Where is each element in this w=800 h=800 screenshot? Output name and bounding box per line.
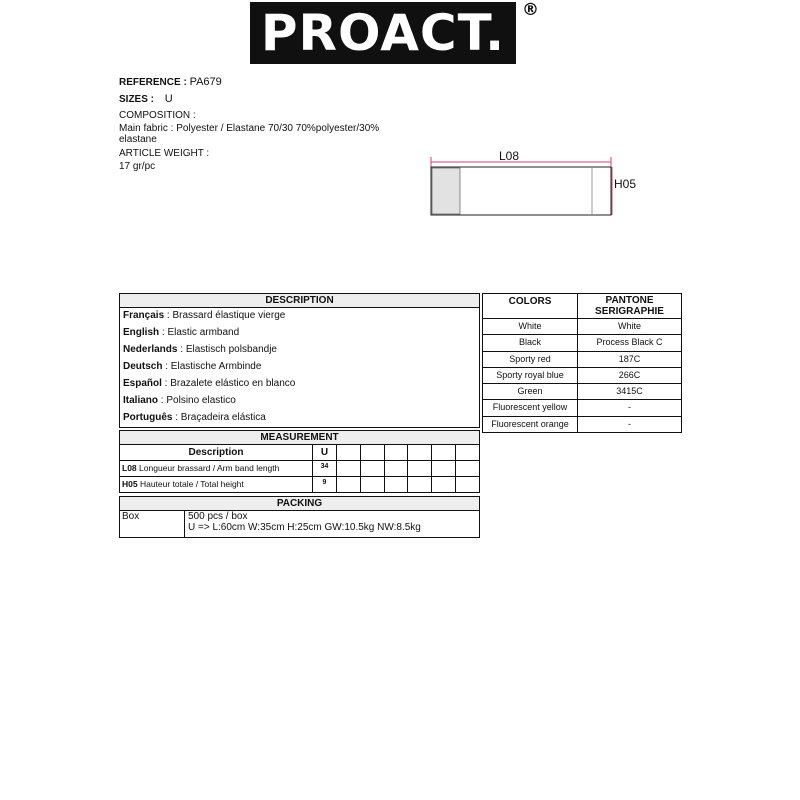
weight-value: 17 gr/pc <box>119 161 156 172</box>
color-name: Fluorescent yellow <box>483 400 578 415</box>
empty-size-cell <box>385 445 409 460</box>
empty-size-cell <box>432 477 456 492</box>
measurement-desc-header: Description <box>120 445 313 460</box>
empty-size-cell <box>408 445 432 460</box>
description-text: Polsino elastico <box>166 395 236 406</box>
reference-value: PA679 <box>189 76 222 88</box>
empty-size-cell <box>337 445 361 460</box>
empty-size-cell <box>456 461 479 476</box>
height-label: H05 <box>614 177 637 191</box>
pantone-value: - <box>628 402 631 413</box>
color-row <box>483 319 681 335</box>
reference-row <box>119 76 222 88</box>
description-row: Deutsch : Elastische Armbinde <box>123 361 262 372</box>
weight-label: ARTICLE WEIGHT : <box>119 148 210 159</box>
measurement-text: Hauteur totale / Total height <box>139 479 244 489</box>
measurement-row <box>120 461 479 477</box>
packing-table <box>119 496 480 538</box>
brand-logo <box>250 2 516 64</box>
measurement-table <box>119 430 480 493</box>
sizes-label: SIZES : <box>119 94 155 105</box>
packing-label: Box <box>120 511 185 537</box>
packing-row <box>120 511 479 537</box>
empty-size-cell <box>361 445 385 460</box>
packing-details <box>185 511 479 537</box>
empty-size-cell <box>432 445 456 460</box>
empty-size-cell <box>456 445 479 460</box>
sizes-row <box>119 93 173 105</box>
empty-size-cell <box>337 461 361 476</box>
color-row <box>483 400 681 416</box>
pantone-value: - <box>628 418 631 429</box>
empty-size-cell <box>408 477 432 492</box>
measurement-value: 9 <box>313 477 337 492</box>
packing-line2: U => L:60cm W:35cm H:25cm GW:10.5kg NW:8.5kg <box>188 522 421 533</box>
color-name: Fluorescent orange <box>483 417 578 432</box>
description-lang: Italiano <box>123 395 159 406</box>
description-row: Nederlands : Elastisch polsbandje <box>123 344 277 355</box>
colors-header <box>483 294 681 319</box>
packing-line1: 500 pcs / box <box>188 511 248 522</box>
measurement-size-header: U <box>313 445 337 460</box>
description-row: Français : Brassard élastique vierge <box>123 310 286 321</box>
color-name: Sporty red <box>483 352 578 367</box>
description-row: Italiano : Polsino elastico <box>123 395 236 406</box>
armband-drawing <box>426 145 646 225</box>
color-row <box>483 352 681 368</box>
description-rows <box>120 308 479 427</box>
description-lang: Deutsch <box>123 361 163 372</box>
measurement-code: H05 <box>122 479 138 489</box>
measurement-code: L08 <box>122 463 137 473</box>
registered-mark: ® <box>522 0 539 20</box>
description-text: Elastic armband <box>167 327 240 338</box>
description-text: Brassard élastique vierge <box>172 310 286 321</box>
color-name: Green <box>483 384 578 399</box>
empty-size-cell <box>385 461 409 476</box>
color-row <box>483 368 681 384</box>
empty-size-cell <box>361 477 385 492</box>
color-row <box>483 417 681 432</box>
description-lang: Nederlands <box>123 344 178 355</box>
description-lang: Português <box>123 412 173 423</box>
description-lang: Español <box>123 378 162 389</box>
pantone-col-header: PANTONE SERIGRAPHIE <box>595 295 664 317</box>
description-lang: Français <box>123 310 165 321</box>
pantone-value: 266C <box>618 369 641 380</box>
description-text: Elastische Armbinde <box>170 361 262 372</box>
description-row: Português : Braçadeira elástica <box>123 412 266 423</box>
measurement-text: Longueur brassard / Arm band length <box>139 463 280 473</box>
measurement-row <box>120 477 479 492</box>
pantone-value: 187C <box>618 353 641 364</box>
pantone-value: Process Black C <box>596 337 663 348</box>
reference-label: REFERENCE : <box>119 77 187 88</box>
measurement-value: 34 <box>313 461 337 476</box>
description-lang: English <box>123 327 160 338</box>
description-row: English : Elastic armband <box>123 327 240 338</box>
color-row <box>483 335 681 351</box>
measurement-desc <box>120 477 313 492</box>
empty-size-cell <box>361 461 385 476</box>
measurement-title: MEASUREMENT <box>120 431 479 445</box>
composition-value: Main fabric : Polyester / Elastane 70/30 70%polyester/30% elastane <box>119 123 380 145</box>
description-text: Elastisch polsbandje <box>185 344 277 355</box>
packing-title: PACKING <box>120 497 479 511</box>
pantone-value: White <box>617 321 641 331</box>
empty-size-cell <box>408 461 432 476</box>
length-label: L08 <box>499 149 520 163</box>
description-text: Braçadeira elástica <box>180 412 266 423</box>
pantone-value: 3415C <box>616 386 643 397</box>
description-text: Brazalete elástico en blanco <box>170 378 296 389</box>
color-name: Sporty royal blue <box>483 368 578 383</box>
colors-table <box>482 293 682 433</box>
empty-size-cell <box>456 477 479 492</box>
color-name: Black <box>483 335 578 350</box>
description-title: DESCRIPTION <box>120 294 479 308</box>
colors-rows <box>483 319 681 432</box>
description-row: Español : Brazalete elástico en blanco <box>123 378 296 389</box>
colors-col-header: COLORS <box>483 294 578 318</box>
description-table <box>119 293 480 428</box>
measurement-desc <box>120 461 313 476</box>
color-row <box>483 384 681 400</box>
empty-size-cell <box>432 461 456 476</box>
measurement-rows <box>120 461 479 492</box>
armband-pocket-mesh <box>432 168 460 214</box>
empty-size-cell <box>385 477 409 492</box>
measurement-header-row <box>120 445 479 461</box>
sizes-value: U <box>164 93 173 105</box>
composition-label: COMPOSITION : <box>119 110 196 121</box>
logo-text: PROACT. <box>260 4 506 62</box>
color-name: White <box>483 319 578 334</box>
empty-size-cell <box>337 477 361 492</box>
